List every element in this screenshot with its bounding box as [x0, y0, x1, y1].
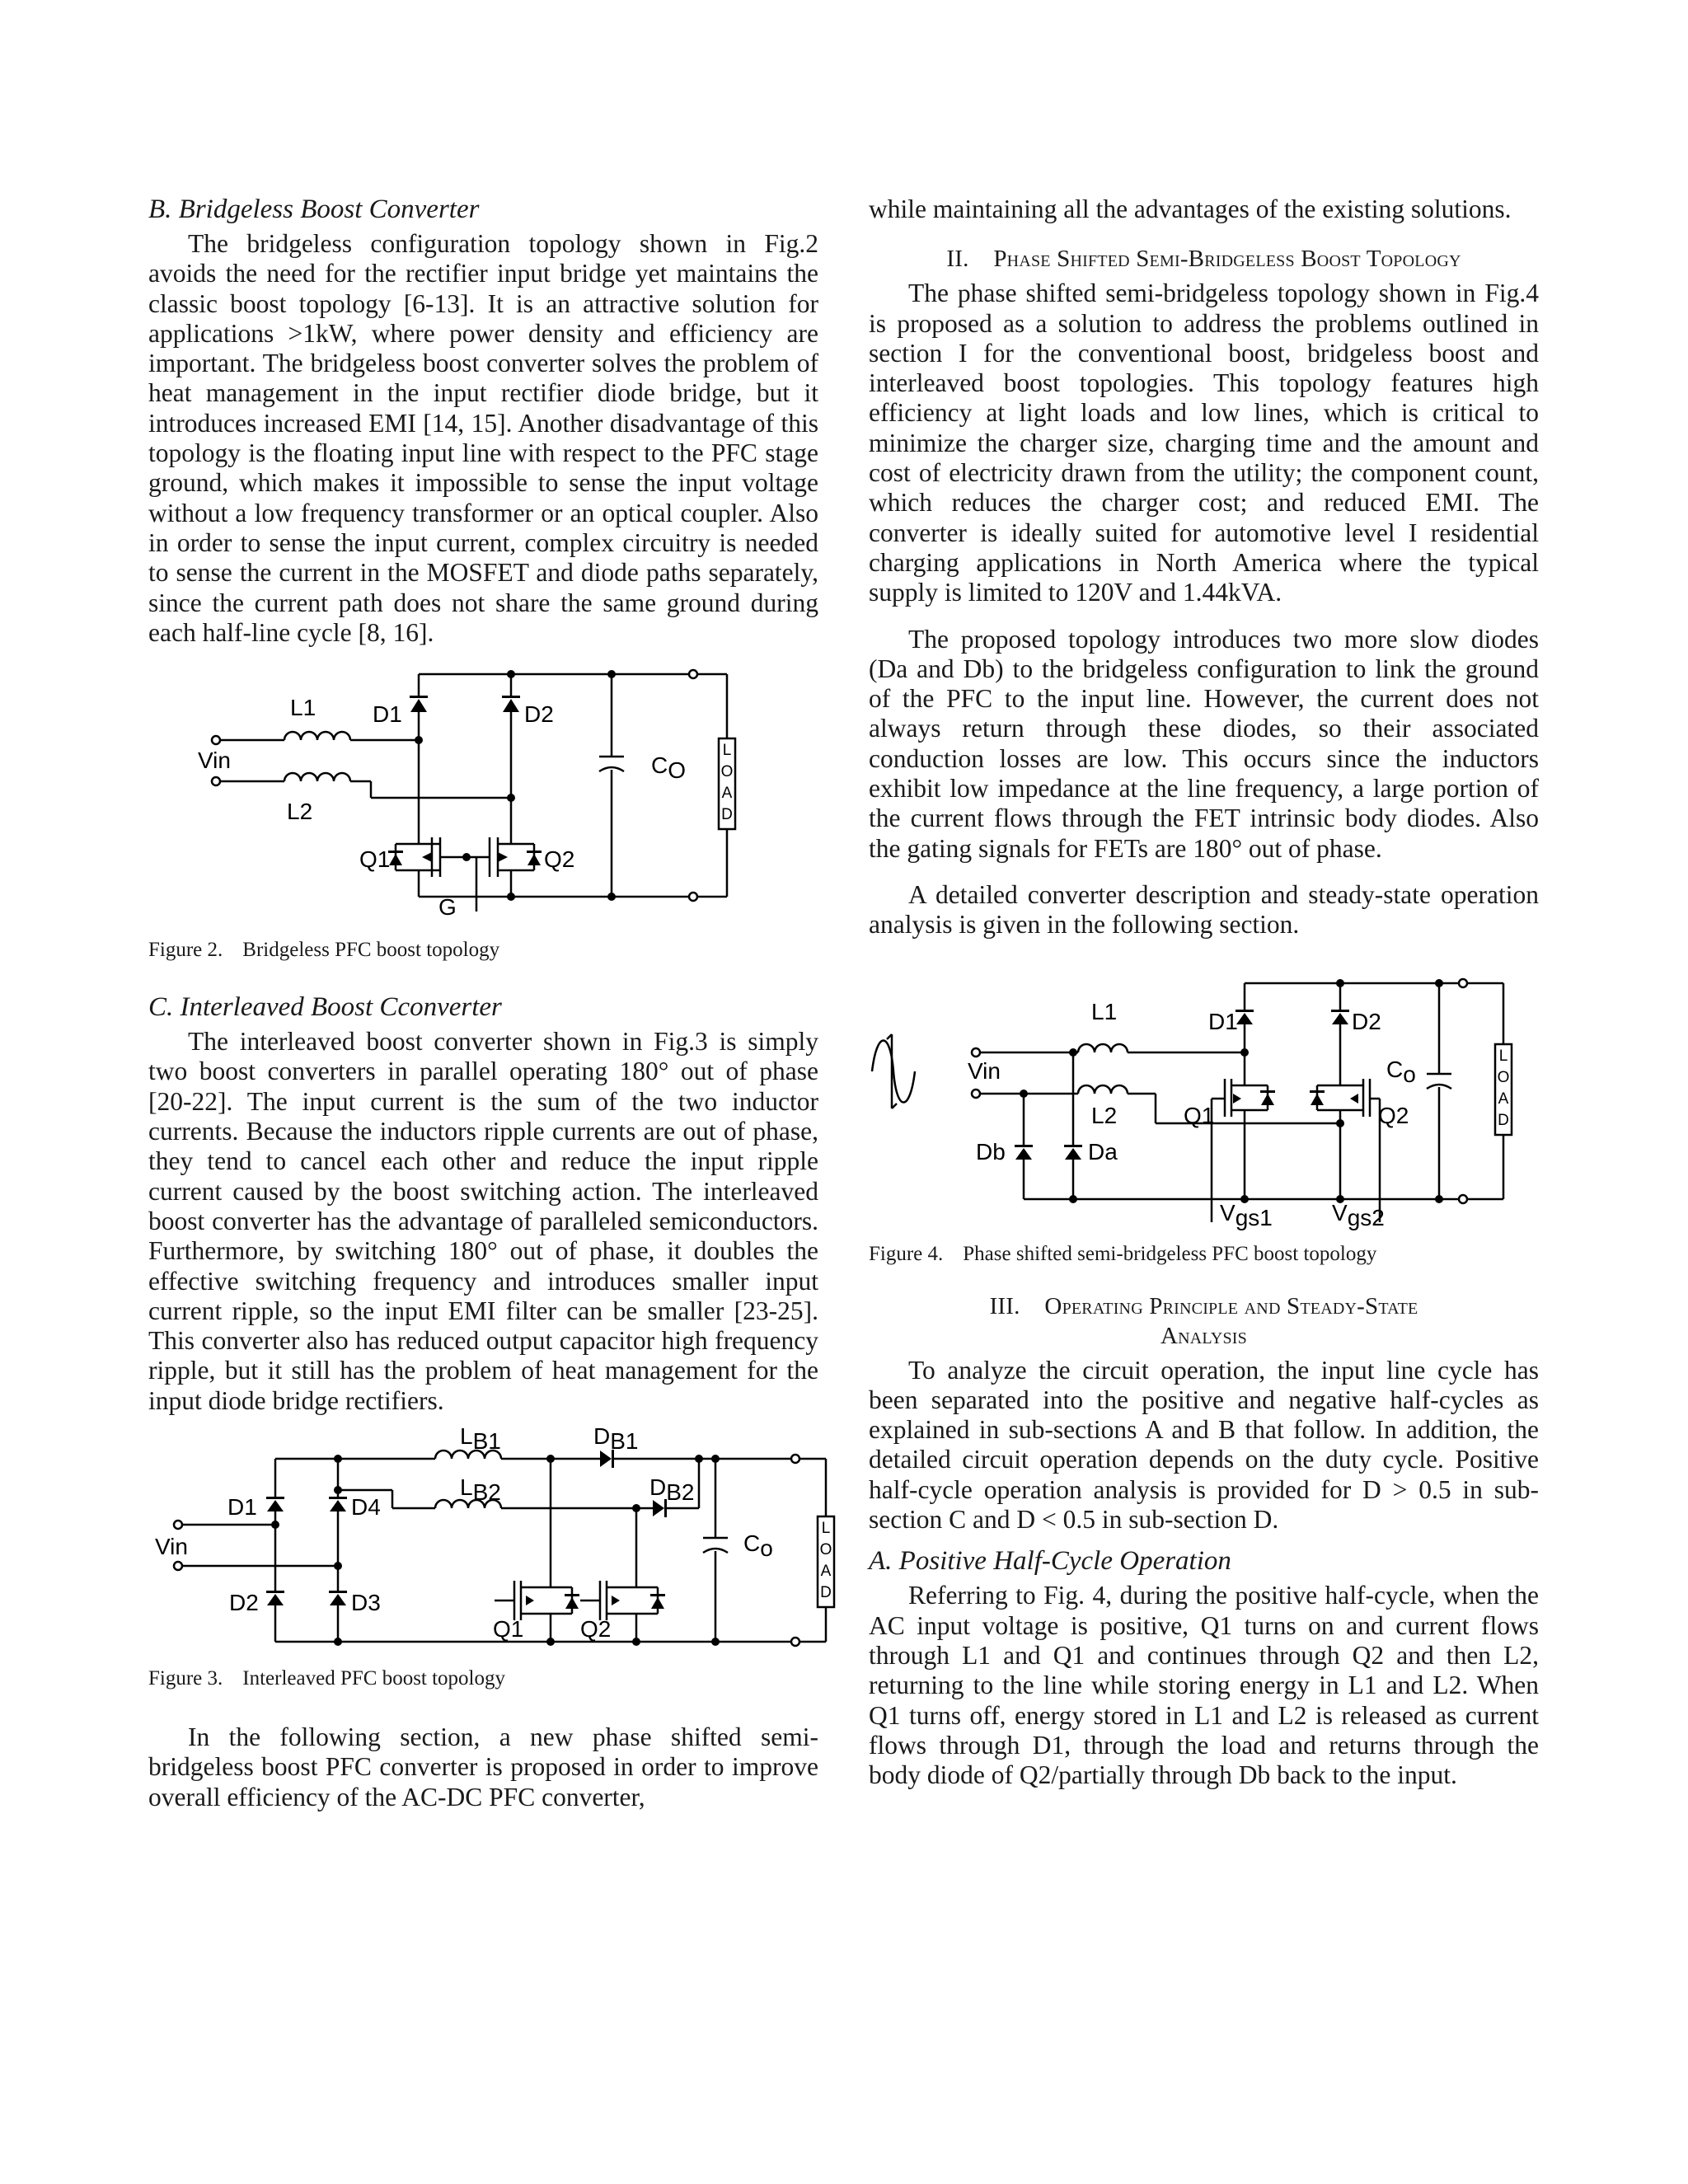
section-ii-paragraph-1: The phase shifted semi-bridgeless topology shown in Fig.4 is proposed as a solution to address the problems outlined in section I for the conventional boost, bridgeless boost and interleaved boost topologies. This topology features high efficiency at light loads and low lines, which is critical to minimize the charger size, charging time and the amount and cost of electricity drawn from the utility; the component count, which reduces the charger cost; and reduced EMI. The converter is ideally suited for automotive level I residential charging applications in North America where the typical supply is limited to 120V and 1.44kVA. — [869, 279, 1539, 607]
section-ii-heading: II. Phase Shifted Semi-Bridgeless Boost Topology — [946, 246, 1461, 273]
fig3-label-d3: D3 — [351, 1590, 381, 1616]
ac-source-icon — [872, 1034, 915, 1108]
fig2-label-g: G — [438, 894, 457, 921]
section-a-heading: A. Positive Half-Cycle Operation — [869, 1546, 1231, 1577]
figure-2 — [148, 664, 818, 936]
fig4-label-l2: L2 — [1091, 1102, 1118, 1128]
section-c-paragraph: The interleaved boost converter shown in Fig.3 is simply two boost converters in parallel operating 180° out of phase [20-22]. The input current is the sum of the two inductor currents. Because the inductors ripple currents are out of phase, they tend to cancel each other and reduce the input ripple current caused by the boost switching action. The interleaved boost converter has the advantage of paralleled semiconductors. Furthermore, by switching 180° out of phase, it doubles the effective switching frequency and introduces smaller input current ripple, so the input EMI filter can be smaller [23-25]. This converter also has reduced output capacitor high frequency ripple, but it still has the problem of heat management for the input diode bridge rectifiers. — [148, 1027, 818, 1415]
right-column — [869, 194, 1539, 1790]
fig4-load-d: D — [1498, 1111, 1509, 1129]
continued-paragraph: while maintaining all the advantages of the existing solutions. — [869, 194, 1512, 223]
figure-4-caption: Figure 4. Phase shifted semi-bridgeless PFC boost topology — [869, 1242, 1377, 1265]
fig4-label-vin: Vin — [968, 1057, 1001, 1084]
fig3-label-d4: D4 — [351, 1494, 381, 1521]
section-ii-paragraph-3: A detailed converter description and steady-state operation analysis is given in the following section. — [869, 879, 1539, 940]
fig3-label-db1: DB1 — [593, 1423, 639, 1455]
fig2-label-l1: L1 — [290, 695, 316, 721]
section-a-paragraph: Referring to Fig. 4, during the positive half-cycle, when the AC input voltage is positive, Q1 turns on and current flows through L1 and Q1 and continues through Q2 and then L2, returning to the line while storing energy in L1 and L2. When Q1 turns off, energy stored in L1 and L2 is released as current flows through D1, through the load and returns through the body diode of Q2/partially through Db back to the input. — [869, 1581, 1539, 1790]
fig2-label-co: CO — [651, 752, 687, 784]
fig2-load-d: D — [721, 806, 733, 824]
fig3-label-co: Co — [743, 1530, 773, 1562]
fig3-label-d1: D1 — [227, 1494, 257, 1521]
fig2-label-d1: D1 — [373, 701, 402, 728]
fig2-load-a: A — [721, 785, 733, 803]
fig3-circuit-diagram — [148, 1423, 832, 1681]
fig3-load-d: D — [820, 1584, 832, 1602]
fig4-label-l1: L1 — [1091, 998, 1118, 1024]
section-c-heading: C. Interleaved Boost Cconverter — [148, 992, 502, 1023]
figure-3-caption: Figure 3. Interleaved PFC boost topology — [148, 1667, 506, 1690]
fig4-label-db: Db — [976, 1138, 1006, 1165]
fig3-label-q1: Q1 — [493, 1616, 524, 1643]
figure-3 — [148, 1423, 832, 1681]
fig2-label-vin: Vin — [198, 748, 231, 774]
section-iii-heading: III. Operating Principle and Steady-State Analysis — [989, 1292, 1418, 1349]
section-b-paragraph: The bridgeless configuration topology shown in Fig.2 avoids the need for the rectifier input bridge yet maintains the classic boost topology [6-13]. It is an attractive solution for applications >1kW, where power density and efficiency are important. The bridgeless boost converter solves the problem of heat management in the input rectifier diode bridge, but it introduces increased EMI [14, 15]. Another disadvantage of this topology is the floating input line with respect to the PFC stage ground, which makes it impossible to sense the input voltage without a low frequency transformer or an optical coupler. Also in order to sense the input current, complex circuitry is needed to sense the current in the MOSFET and diode paths separately, since the current path does not share the same ground during each half-line cycle [8, 16]. — [148, 229, 818, 647]
fig4-load-o: O — [1497, 1068, 1510, 1086]
fig2-circuit-diagram — [148, 664, 818, 936]
fig3-label-db2: DB2 — [649, 1474, 695, 1506]
fig3-label-lb1: LB1 — [460, 1423, 501, 1455]
fig4-label-vgs2: Vgs2 — [1332, 1199, 1385, 1230]
fig2-label-q1: Q1 — [359, 846, 391, 873]
section-b-heading: B. Bridgeless Boost Converter — [148, 194, 480, 224]
fig4-label-q2: Q2 — [1378, 1102, 1409, 1128]
section-iii-paragraph: To analyze the circuit operation, the input line cycle has been separated into the positive and negative half-cycles as explained in sub-sections A and B that follow. In addition, the detailed circuit operation depends on the duty cycle. Positive half-cycle operation analysis is provided for D > 0.5 in sub-section C and D < 0.5 in sub-section D. — [869, 1355, 1539, 1535]
fig3-label-q2: Q2 — [580, 1616, 612, 1643]
fig3-load-o: O — [819, 1541, 832, 1559]
fig2-label-l2: L2 — [287, 799, 313, 825]
fig4-label-co: Co — [1386, 1056, 1416, 1087]
fig2-load-o: O — [720, 763, 734, 781]
fig4-load-l: L — [1498, 1047, 1508, 1065]
fig4-label-d1: D1 — [1208, 1008, 1238, 1034]
figure-4 — [869, 977, 1539, 1249]
figure-2-caption: Figure 2. Bridgeless PFC boost topology — [148, 939, 500, 962]
fig3-label-lb2: LB2 — [460, 1474, 501, 1506]
section-ii-paragraph-2: The proposed topology introduces two more slow diodes (Da and Db) to the bridgeless configuration to link the ground of the PFC to the input line. However, the current does not always return through these diodes, so their associated conduction losses are low. This occurs since the inductors exhibit low impedance at the line frequency, a large portion of the current flows through the FET intrinsic body diodes. Also the gating signals for FETs are 180° out of phase. — [869, 624, 1539, 863]
left-column — [148, 194, 832, 1812]
fig4-label-d2: D2 — [1352, 1008, 1381, 1034]
fig4-load-a: A — [1498, 1090, 1509, 1108]
fig3-label-vin: Vin — [155, 1534, 188, 1560]
fig2-load-l: L — [722, 742, 732, 760]
fig3-load-a: A — [820, 1563, 832, 1581]
fig3-load-l: L — [821, 1520, 831, 1538]
fig4-label-vgs1: Vgs1 — [1220, 1199, 1273, 1230]
fig2-label-d2: D2 — [524, 701, 554, 728]
fig4-label-da: Da — [1088, 1138, 1118, 1165]
fig4-label-q1: Q1 — [1184, 1102, 1215, 1128]
final-left-paragraph: In the following section, a new phase shifted semi-bridgeless boost PFC converter is proposed in order to improve overall efficiency of the AC-DC PFC converter, — [148, 1722, 818, 1811]
fig2-label-q2: Q2 — [544, 846, 575, 873]
fig3-label-d2: D2 — [229, 1590, 259, 1616]
fig4-circuit-diagram — [869, 977, 1539, 1249]
